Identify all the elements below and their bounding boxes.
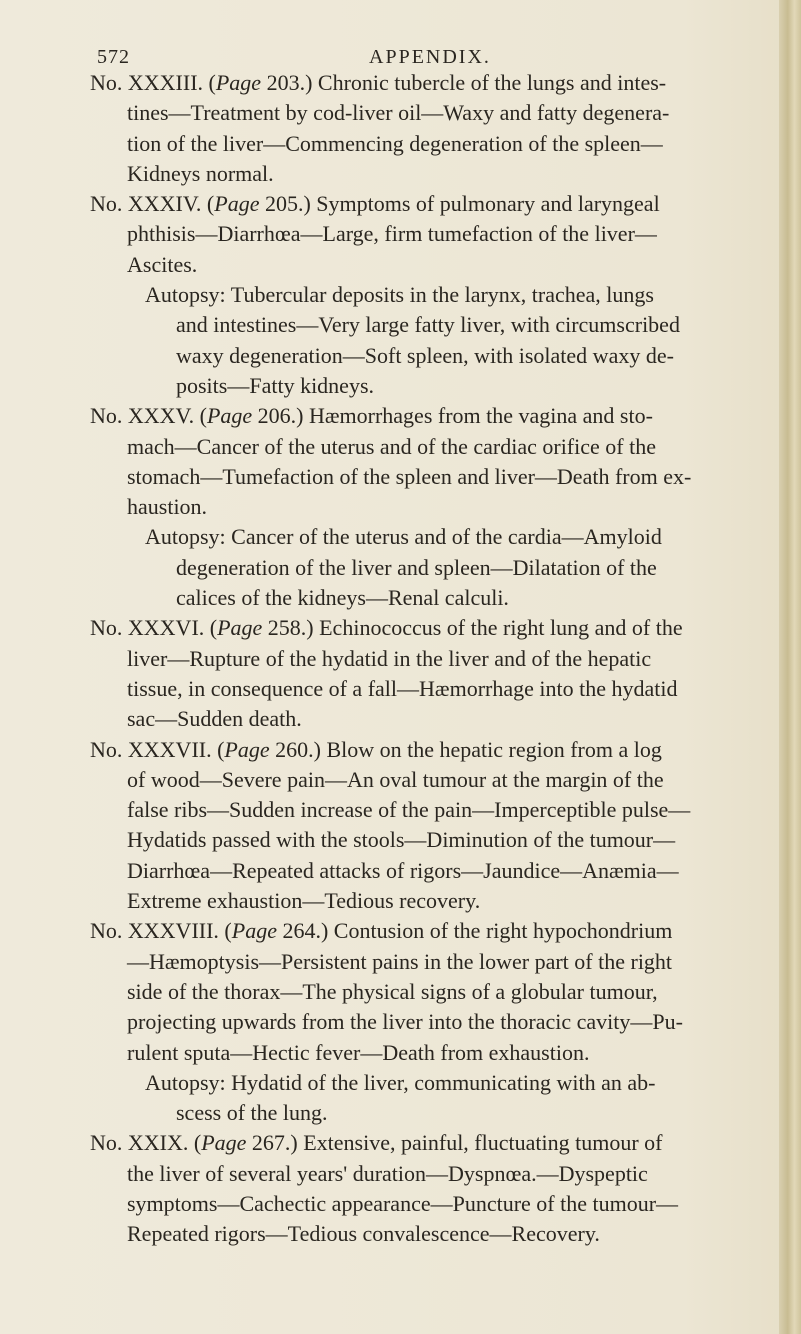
case-entry-first-line [90, 189, 790, 219]
text-line [90, 795, 790, 825]
text-line [90, 1068, 790, 1098]
text-run: projecting upwards from the liver into the thoracic cavity—Pu- [127, 1009, 683, 1035]
text-run: 203.) Chronic tubercle of the lungs and intes- [261, 70, 667, 95]
page-edge [779, 0, 801, 1334]
text-line [90, 644, 790, 674]
text-line [90, 1219, 790, 1249]
text-line [90, 462, 790, 492]
text-run: Autopsy: Tubercular deposits in the larynx, trachea, lungs [145, 282, 654, 308]
text-line [90, 977, 790, 1007]
text-run: 206.) Hæmorrhages from the vagina and sto- [252, 403, 653, 429]
text-run: tissue, in consequence of a fall—Hæmorrhage into the hydatid [127, 675, 678, 701]
text-run: Autopsy: Hydatid of the liver, communicating with an ab- [145, 1069, 656, 1095]
text-run: posits—Fatty kidneys. [176, 372, 375, 398]
text-run: of wood—Severe pain—An oval tumour at the margin of the [127, 766, 664, 792]
text-run: stomach—Tumefaction of the spleen and liver—Death from ex- [127, 463, 692, 489]
text-run: Repeated rigors—Tedious convalescence—Recovery. [127, 1221, 600, 1247]
text-line [90, 856, 790, 886]
italic-text: Page [206, 403, 253, 429]
text-run: 264.) Contusion of the right hypochondrium [276, 918, 673, 944]
text-run: 260.) Blow on the hepatic region from a log [269, 736, 662, 762]
italic-text: Page [214, 191, 260, 217]
case-entry-first-line [90, 68, 790, 98]
text-line [90, 825, 790, 855]
italic-text: Page [217, 615, 263, 641]
text-line [90, 704, 790, 734]
text-run: sac—Sudden death. [127, 706, 302, 732]
text-line [90, 765, 790, 795]
text-run: mach—Cancer of the uterus and of the cardiac orifice of the [127, 433, 656, 459]
text-run: the liver of several years' duration—Dyspnœa.—Dyspeptic [127, 1160, 648, 1186]
text-run: Diarrhœa—Repeated attacks of rigors—Jaundice—Anæmia— [127, 857, 679, 883]
text-run: No. XXXVII. ( [90, 736, 225, 762]
text-line [90, 1098, 790, 1128]
text-run: 205.) Symptoms of pulmonary and laryngeal [259, 191, 660, 217]
case-entry-first-line [90, 916, 790, 946]
text-run: No. XXXVI. ( [90, 615, 218, 641]
text-line [90, 1159, 790, 1189]
text-line [90, 432, 790, 462]
text-run: Hydatids passed with the stools—Diminution of the tumour— [127, 827, 676, 853]
text-line [90, 886, 790, 916]
text-run: tines—Treatment by cod-liver oil—Waxy and fatty degenera- [127, 100, 670, 126]
text-run: waxy degeneration—Soft spleen, with isolated waxy de- [176, 342, 674, 368]
text-run: symptoms—Cachectic appearance—Puncture of the tumour— [127, 1190, 679, 1216]
italic-text: Page [231, 918, 277, 944]
text-line [90, 522, 790, 552]
text-run: Autopsy: Cancer of the uterus and of the cardia—Amyloid [145, 524, 662, 550]
text-line [90, 947, 790, 977]
case-index-list [90, 68, 790, 1250]
text-run: No. XXIX. ( [90, 1130, 202, 1156]
text-run: and intestines—Very large fatty liver, with circumscribed [176, 312, 680, 338]
text-line [90, 98, 790, 128]
italic-text: Page [201, 1130, 247, 1156]
text-line [90, 1038, 790, 1068]
text-line [90, 310, 790, 340]
text-run: No. XXXV. ( [90, 403, 207, 429]
text-run: scess of the lung. [176, 1100, 328, 1126]
text-run: —Hæmoptysis—Persistent pains in the lower part of the right [127, 948, 673, 974]
text-run: rulent sputa—Hectic fever—Death from exhaustion. [127, 1039, 590, 1065]
text-run: side of the thorax—The physical signs of a globular tumour, [127, 978, 658, 1004]
text-run: degeneration of the liver and spleen—Dilatation of the [176, 554, 657, 580]
case-entry-first-line [90, 613, 790, 643]
text-run: false ribs—Sudden increase of the pain—Imperceptible pulse— [127, 797, 691, 823]
text-line [90, 492, 790, 522]
text-run: Kidneys normal. [127, 160, 274, 186]
text-run: Ascites. [127, 251, 198, 277]
text-run: calices of the kidneys—Renal calculi. [176, 585, 509, 611]
text-run: liver—Rupture of the hydatid in the liver and of the hepatic [127, 645, 652, 671]
text-line [90, 1007, 790, 1037]
text-line [90, 159, 790, 189]
text-run: haustion. [127, 494, 208, 520]
text-run: No. XXXIII. ( [90, 70, 216, 95]
text-run: No. XXXIV. ( [90, 191, 215, 217]
text-line [90, 341, 790, 371]
text-run: phthisis—Diarrhœa—Large, firm tumefaction of the liver— [127, 221, 657, 247]
text-line [90, 280, 790, 310]
text-run: No. XXXVIII. ( [90, 918, 232, 944]
case-entry-first-line [90, 401, 790, 431]
case-entry-first-line [90, 735, 790, 765]
text-line [90, 371, 790, 401]
text-line [90, 219, 790, 249]
text-line [90, 250, 790, 280]
page-number: 572 [97, 46, 130, 68]
italic-text: Page [215, 70, 262, 95]
text-run: 258.) Echinococcus of the right lung and of the [262, 615, 683, 641]
text-line [90, 674, 790, 704]
text-run: 267.) Extensive, painful, fluctuating tumour of [246, 1130, 663, 1156]
text-run: Extreme exhaustion—Tedious recovery. [127, 888, 481, 914]
text-line [90, 129, 790, 159]
text-line [90, 553, 790, 583]
text-run: tion of the liver—Commencing degeneration of the spleen— [127, 130, 663, 156]
italic-text: Page [224, 736, 270, 762]
text-line [90, 1189, 790, 1219]
text-line [90, 583, 790, 613]
running-head: APPENDIX. [369, 46, 491, 68]
case-entry-first-line [90, 1128, 790, 1158]
